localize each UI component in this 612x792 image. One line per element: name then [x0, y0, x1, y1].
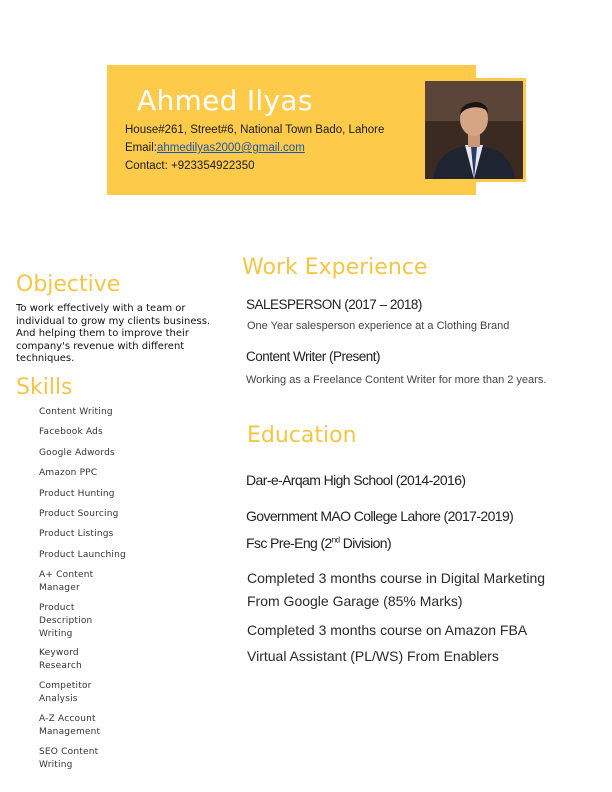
job-title: SALESPERSON (2017 – 2018)	[246, 297, 422, 312]
skill-item: Competitor Analysis	[39, 681, 92, 704]
course-line: Completed 3 months course on Amazon FBA	[247, 622, 528, 638]
skill-item: Amazon PPC	[39, 468, 98, 478]
skill-item: Product Description Writing	[39, 603, 93, 639]
education-fsc	[246, 535, 391, 551]
education-school: Dar-e-Arqam High School (2014-2016)	[246, 472, 466, 488]
job-description: Working as a Freelance Content Writer for more than 2 years.	[246, 374, 547, 386]
email-link[interactable]: ahmedilyas2000@gmail.com	[156, 142, 305, 154]
skill-item: Facebook Ads	[39, 427, 103, 437]
skill-item: SEO Content Writing	[39, 747, 99, 770]
skill-item: Product Listings	[39, 529, 114, 539]
fsc-suffix: Division)	[339, 535, 392, 551]
candidate-name: Ahmed Ilyas	[137, 84, 313, 117]
email-label: Email:	[125, 142, 157, 154]
contact-line: Contact: +923354922350	[125, 160, 255, 172]
profile-photo	[425, 81, 523, 179]
address-line: House#261, Street#6, National Town Bado, Lahore	[125, 124, 385, 136]
skill-item: Product Sourcing	[39, 509, 119, 519]
education-college: Government MAO College Lahore (2017-2019)	[246, 508, 514, 524]
skill-item: Google Adwords	[39, 448, 115, 458]
work-experience-heading: Work Experience	[242, 255, 428, 280]
education-heading: Education	[247, 423, 357, 448]
skills-heading: Skills	[16, 375, 73, 400]
skill-item: A-Z Account Management	[39, 714, 101, 737]
skill-item: A+ Content Manager	[39, 570, 94, 593]
course-line: From Google Garage (85% Marks)	[247, 593, 463, 609]
fsc-superscript: nd	[331, 535, 340, 545]
job-title: Content Writer (Present)	[246, 349, 381, 364]
job-description: One Year salesperson experience at a Clothing Brand	[247, 320, 510, 332]
skill-item: Product Hunting	[39, 489, 115, 499]
skill-item: Keyword Research	[39, 648, 82, 671]
course-line: Virtual Assistant (PL/WS) From Enablers	[247, 648, 499, 664]
course-line: Completed 3 months course in Digital Marketing	[247, 570, 546, 586]
profile-photo-illustration	[425, 81, 523, 179]
skill-item: Content Writing	[39, 407, 113, 417]
objective-heading: Objective	[16, 272, 121, 297]
objective-text: To work effectively with a team or individual to grow my clients business. And helping them to improve their company's revenue with different techniques.	[16, 303, 211, 364]
email-line	[125, 142, 305, 154]
skill-item: Product Launching	[39, 550, 126, 560]
fsc-prefix: Fsc Pre-Eng (2	[246, 535, 332, 551]
